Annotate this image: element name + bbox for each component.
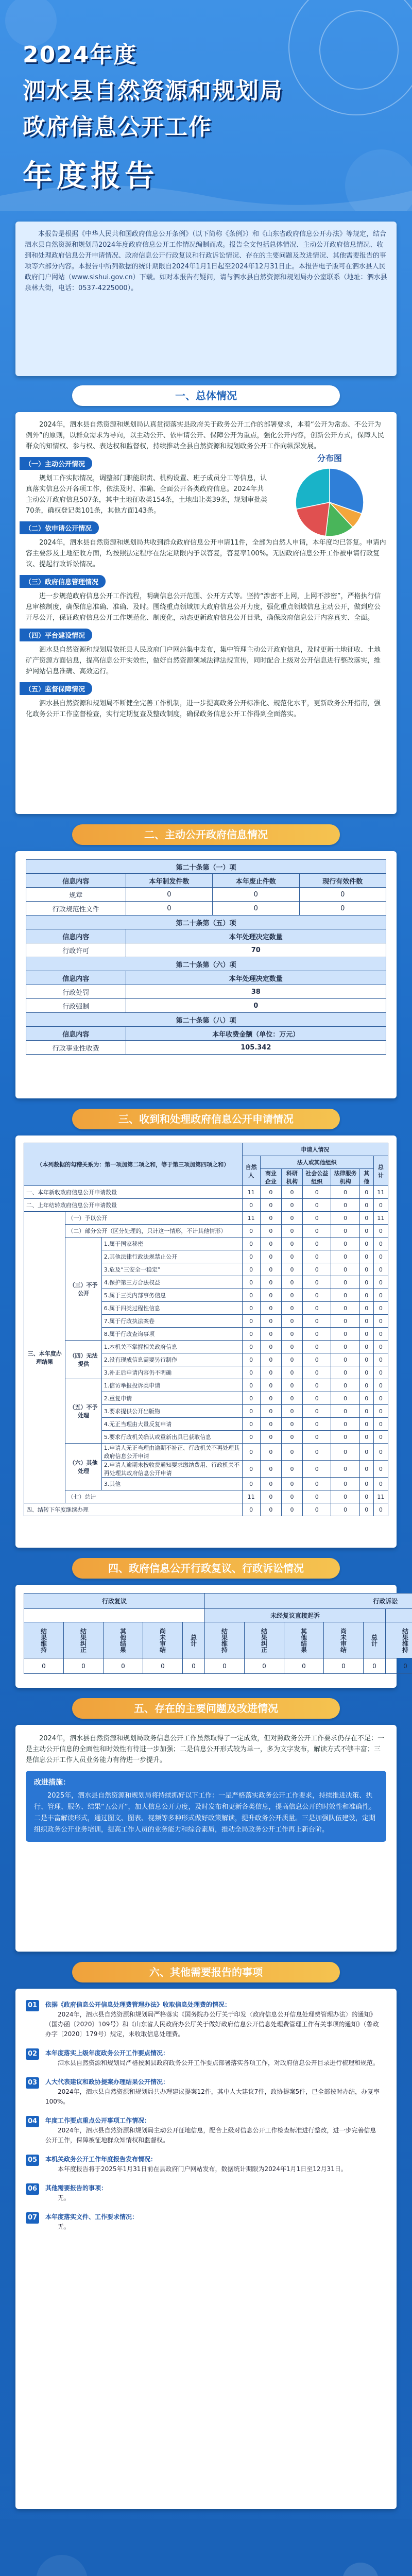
list-item (26, 2046, 386, 2070)
item-number: 01 (26, 2000, 39, 2011)
table-row: 3.其他 0 0 0 0 0 0 0 (24, 1478, 388, 1490)
item-text: 无。 (58, 2223, 71, 2230)
item-text: 泗水县自然资源和规划局严格按照县政府政务公开工作要点部署落实各项工作，对政府信息公开目录进行梳理和规范。 (58, 2059, 380, 2066)
active-disclosure-text: 规划工作实际情况，调整部门职能职责、机构设置、班子成员分工等信息，认真落实信息公开各项工作，依法及时、准确、全面公开各类政府信息。2024年共主动公开政府信息507条，其中土地征收类154条，土地出让类39条，规划审批类70条，确权登记类101条，其他方面143条。 (26, 474, 268, 515)
intro-box (15, 222, 397, 376)
item-text: 本年度报告将于2025年1月31日前在县政府门户网站发布，数据统计期限为2024年1月1日至12月31日。 (58, 2165, 347, 2173)
improvement-text: 2025年，泗水县自然资源和规划局将持续抓好以下工作：一是严格落实政务公开工作要求，持续推进决策、执行、管理、服务、结果“五公开”，加大信息公开力度，及时发布和更新各类信息，提高信息公开的时效性和准确性。二是丰富解读形式，通过图文、图表、视频等多种形式做好政策解读，提升政务公开质量。三是加强队伍建设，定期组织政务公开业务培训，提高工作人员的业务能力和综合素质，推动全局政务公开工作再上新台阶。 (34, 1792, 376, 1834)
table-row: 5.属于三类内部事务信息 0 0 0 0 0 0 0 (24, 1289, 388, 1302)
after-review-header (386, 1609, 412, 1622)
table-row: 2.没有现成信息需要另行制作 0 0 0 0 0 0 0 (24, 1353, 388, 1366)
table-row: （六）其他处理 1.申请人无正当理由逾期不补正、行政机关不再处理其政府信息公开申请 0 0 0 0 0 0 0 (24, 1444, 388, 1461)
legal-person-header: 法人或其他组织 (260, 1156, 373, 1169)
table-row: 4.保护第三方合法权益 0 0 0 0 0 0 0 (24, 1276, 388, 1289)
table-row: 3.要求提供公开出版物 0 0 0 0 0 0 0 (24, 1405, 388, 1418)
item-title: 人大代表建议和政协提案办理结果公开情况： (45, 2078, 169, 2086)
item-title: 其他需要报告的事项： (45, 2184, 108, 2192)
item-text: 2024年，泗水县自然资源和规划局主动公开征地信息，配合上级对信息公开工作检查标准进行整改，进一步完善信息公开工作，保障被征地群众知情权和监督权。 (45, 2127, 376, 2144)
pie-slice (296, 468, 330, 509)
supervision-text: 泗水县自然资源和规划局不断健全完善工作机制，进一步提高政务公开标准化、规范化水平，更新政务公开指南，强化政务公开工作监督检查，实行定期复查及整改制度，确保政务信息公开工作得到全面落实。 (26, 700, 381, 718)
hero-banner (0, 0, 412, 211)
pie-chart-title: 分布图 (317, 453, 342, 463)
title-year: 2024年度 (23, 42, 138, 68)
table-row: 7.属于行政执法案卷 0 0 0 0 0 0 0 (24, 1315, 388, 1328)
item-title: 依据《政府信息公开信息处理费管理办法》收取信息处理费的情况： (45, 2001, 231, 2008)
title-report: 年度报告 (23, 158, 159, 193)
table-row: 四、结转下年度继续办理 0 0 0 0 0 0 0 (24, 1503, 388, 1516)
total-header: 总计 (373, 1156, 388, 1186)
subsection-active-disclosure: （一）主动公开情况 (20, 457, 92, 470)
item-title: 年度工作要点重点公开事项工作情况： (45, 2117, 151, 2124)
table-row: 4.无正当理由大量反复申请 0 0 0 0 0 0 0 (24, 1418, 388, 1431)
info-management-text: 进一步规范政府信息公开工作流程，明确信息公开范围、公开方式等。坚持“涉密不上网，上网不涉密”，严格执行信息审核制度，确保信息准确、准确、及时。围绕重点领域加大政府信息公开力度，强化重点领域信息主动公开，做到应公开尽公开，保证政府信息公开工作规范化、制度化，动态更新政府信息公开目录，确保政府信息公开内容真实、全面。 (26, 592, 381, 622)
table-row: 二、上年结转政府信息公开申请数量 0 0 0 0 0 0 0 (24, 1199, 388, 1212)
item-number: 04 (26, 2116, 39, 2127)
col-header: 本年收费金额（单位：万元） (126, 1027, 386, 1041)
item-text: 2024年，泗水县自然资源和规划局严格落实《国务院办公厅关于印发〈政府信息公开信息处理费管理办法〉的通知》（国办函〔2020〕109号）和《山东省人民政府办公厅关于做好政府信息公开信息处理费管理工作有关事项的通知》（鲁政办字〔2020〕179号）规定，未收取信息处理费。 (45, 2011, 379, 2038)
subsection-platform: （四）平台建设情况 (20, 629, 92, 641)
col-header: 信息内容 (26, 1027, 126, 1041)
intro-text: 本报告是根据《中华人民共和国政府信息公开条例》（以下简称《条例》）和《山东省政府信息公开办法》等规定，结合泗水县自然资源和规划局2024年度政府信息公开工作情况编制而成。报告全文包括总体情况、主动公开政府信息情况、收到和处理政府信息公开申请情况、政府信息公开行政复议和行政诉讼情况、存在的主要问题及改进情况、其他需要报告的事项等六部分内容。本报告中所列数据的统计期限自2024年1月1日起至2024年12月31日止。本报告电子版可在泗水县人民政府门户网站（www.sishui.gov.cn）下载。如对本报告有疑问，请与泗水县自然资源和规划局办公室联系（地址：泗水县泉林大街，电话：0537-4225000）。 (25, 230, 387, 292)
table-corner-note: （本列数据的勾稽关系为：第一项加第二项之和，等于第三项加第四项之和） (24, 1143, 243, 1186)
section-1-card (15, 412, 397, 814)
item-number: 07 (26, 2212, 39, 2224)
table-row: 行政处罚 38 (26, 985, 386, 999)
table-row: 行政规范性文件 0 0 0 (26, 902, 386, 916)
improvement-box (26, 1771, 386, 1842)
table-row: 5.要求行政机关确认或重新出具已获取信息 0 0 0 0 0 0 0 (24, 1431, 388, 1444)
review-header: 行政复议 (24, 1594, 205, 1609)
item-text: 无。 (58, 2194, 71, 2201)
item-text: 2024年，泗水县自然资源和规划局共办理建议提案12件，其中人大建议7件，政协提案5件，已全部按时办结，办复率100%。 (45, 2088, 380, 2105)
section-5-title: 五、存在的主要问题及改进情况 (72, 1698, 340, 1719)
applicant-header: 申请人情况 (242, 1143, 388, 1156)
table-section-header: 第二十条第（六）项 (26, 957, 386, 971)
col-header: 本年废止件数 (213, 874, 299, 888)
list-item (26, 2210, 386, 2234)
table-row: 6.属于四类过程性信息 0 0 0 0 0 0 0 (24, 1302, 388, 1315)
platform-text: 泗水县自然资源和规划局依托县人民政府门户网站集中发布，集中管理主动公开政府信息，及时更新土地征收、土地矿产资源方面信息，提高信息公开实效性，做好自然资源领域法律法规宣传，同时配合上级对公开信息进行整改落实，维护网站信息准确、高效运行。 (26, 646, 381, 675)
table-row: 一、本年新收政府信息公开申请数量 11 0 0 0 0 0 11 (24, 1186, 388, 1199)
section-6-title: 六、其他需要报告的事项 (72, 1962, 340, 1982)
other-items-list (26, 1998, 386, 2234)
litigation-header: 行政诉讼 (205, 1594, 412, 1609)
active-disclosure-table (26, 859, 386, 1055)
list-item (26, 2153, 386, 2176)
section-3-title: 三、收到和处理政府信息公开申请情况 (72, 1109, 340, 1129)
section-4-card (15, 1585, 409, 1688)
distribution-pie-chart (273, 452, 386, 539)
table-row: 2.重复申请 0 0 0 0 0 0 0 (24, 1392, 388, 1405)
item-number: 05 (26, 2155, 39, 2166)
request-handling-table: （本列数据的勾稽关系为：第一项加第二项之和，等于第三项加第四项之和） 申请人情况 自然人 法人或其他组织 总计 商业企业 科研机构 社会公益组织 法律服务机构 其他 一、本年新收政府信息公开申请数量 11 0 0 0 0 0 11 二、上年结转政府信息公开申请数量 0 0 0 0 0 0 0 三、本年度办理结果 （一）予以公开 11 0 0 0 0 0 11 （二）部分公开（区分处理的，只计这一情形，不计其他情形） 0 0 0 0 0 0 0 （三）不予公开 1.属于国家秘密 0 0 0 0 0 0 0 2.其他法律行政法规禁止公开 0 0 0 0 0 0 0 3.危及“三安全一稳定” 0 0 0 0 0 0 0 4.保护第三方合法权益 0 0 0 0 0 0 0 5.属于三类内部事务信息 0 0 0 0 0 0 0 6.属于四类过程性信息 0 0 0 0 0 0 0 7.属于行政执法案卷 0 0 0 0 0 0 0 8.属于行政查询事项 0 0 0 0 0 0 0 （四）无法提供 1.本机关不掌握相关政府信息 0 0 0 0 0 0 0 2.没有现成信息需要另行制作 0 0 0 0 0 0 0 3.补正后申请内容仍不明确 0 0 0 0 0 0 0 （五）不予处理 1.信访举报投诉类申请 0 0 0 0 0 0 0 2.重复申请 0 0 0 0 0 0 0 3.要求提供公开出版物 0 0 0 0 0 0 0 4.无正当理由大量反复申请 0 0 0 0 0 0 0 5.要求行政机关确认或重新出具已获取信息 0 0 0 0 0 0 0 （六）其他处理 1.申请人无正当理由逾期不补正、行政机关不再处理其政府信息公开申请 0 0 0 0 0 0 0 2.申请人逾期未按收费通知要求缴纳费用、行政机关不再处理其政府信息公开申请 0 0 0 0 0 0 0 3.其他 0 0 0 0 0 0 0 （七）总计 11 0 0 0 0 0 11 四、结转下年度继续办理 0 0 0 0 0 0 0 (24, 1143, 388, 1516)
overall-paragraph: 2024年，泗水县自然资源和规划局认真贯彻落实县政府关于政务公开工作的部署要求，本着“公开为常态、不公开为例外”的原则，以群众需求为导向，以主动公开、依申请公开、保障公开为重点，强化公开内容，创新公开方式，保障人民群众的知情权、参与权、表达权和监督权，持续推动全县自然资源和规划政务公开工作向纵深发展。 (26, 421, 384, 450)
footer-illustration (0, 2519, 412, 2576)
section-1-title: 一、总体情况 (72, 385, 340, 406)
col-header: 信息内容 (26, 929, 126, 943)
subsection-supervision: （五）监督保障情况 (20, 682, 92, 695)
improvement-heading: 改进措施： (34, 1778, 70, 1787)
item-number: 02 (26, 2048, 39, 2060)
table-section-header: 第二十条第（八）项 (26, 1013, 386, 1027)
table-row: 行政强制 0 (26, 999, 386, 1013)
col-header: 现行有效件数 (299, 874, 386, 888)
report-title (23, 36, 393, 195)
list-item (26, 2181, 386, 2205)
table-row: 三、本年度办理结果 （一）予以公开 11 0 0 0 0 0 11 (24, 1212, 388, 1225)
table-row: 3.补正后申请内容仍不明确 0 0 0 0 0 0 0 (24, 1366, 388, 1379)
col-header: 本年处理决定数量 (126, 929, 386, 943)
table-row: 8.属于行政查询事项 0 0 0 0 0 0 0 (24, 1328, 388, 1341)
table-row: 2.申请人逾期未按收费通知要求缴纳费用、行政机关不再处理其政府信息公开申请 0 0 0 0 0 0 0 (24, 1461, 388, 1478)
col-header: 本年制发件数 (126, 874, 212, 888)
not-review-header: 未经复议直接起诉 (205, 1609, 386, 1622)
problems-text: 2024年，泗水县自然资源和规划局政务信息公开工作虽然取得了一定成效，但对照政务公开工作要求仍存在不足：一是主动公开信息的全面性和时效性有待进一步加强；二是信息公开形式较为单一，多为文字发布，解读方式不够丰富；三是信息公开工作人员业务能力有待进一步提升。 (26, 1735, 385, 1764)
item-title: 本机关政务公开工作年度报告发布情况： (45, 2156, 157, 2163)
item-number: 03 (26, 2077, 39, 2089)
list-item (26, 2114, 386, 2147)
table-row: 行政事业性收费 105.342 (26, 1041, 386, 1055)
list-item (26, 1998, 386, 2041)
table-row: 2.其他法律行政法规禁止公开 0 0 0 0 0 0 0 (24, 1250, 388, 1263)
item-title: 本年度落实文件、工作要求情况： (45, 2213, 139, 2221)
list-item (26, 2075, 386, 2109)
subsection-info-management: （三）政府信息管理情况 (20, 575, 106, 588)
table-section-header: 第二十条第（五）项 (26, 916, 386, 929)
table-row: （四）无法提供 1.本机关不掌握相关政府信息 0 0 0 0 0 0 0 (24, 1341, 388, 1353)
section-3-card (15, 1136, 397, 1548)
section-4-title: 四、政府信息公开行政复议、行政诉讼情况 (72, 1558, 340, 1579)
col-header: 信息内容 (26, 971, 126, 985)
col-header: 本年处理决定数量 (126, 971, 386, 985)
title-agency: 泗水县自然资源和规划局 (23, 78, 283, 104)
section-2-title: 二、主动公开政府信息情况 (72, 824, 340, 845)
table-row: 3.危及“三安全一稳定” 0 0 0 0 0 0 0 (24, 1263, 388, 1276)
section-2-card (15, 851, 397, 1098)
section-6-card (15, 1989, 397, 2509)
table-row: （五）不予处理 1.信访举报投诉类申请 0 0 0 0 0 0 0 (24, 1379, 388, 1392)
title-subject: 政府信息公开工作 (23, 114, 212, 140)
item-number: 06 (26, 2183, 39, 2195)
pie-svg (273, 464, 386, 541)
table-row: 规章 0 0 0 (26, 888, 386, 902)
table-row: 行政许可 70 (26, 943, 386, 957)
table-row: （三）不予公开 1.属于国家秘密 0 0 0 0 0 0 0 (24, 1238, 388, 1250)
item-title: 本年度落实上级年度政务公开工作要点情况： (45, 2049, 169, 2057)
table-row: （七）总计 11 0 0 0 0 0 11 (24, 1490, 388, 1503)
natural-person-header: 自然人 (242, 1156, 260, 1186)
section-5-card (15, 1725, 397, 1952)
review-litigation-table: 行政复议 行政诉讼 未经复议直接起诉 结果维持 结果纠正 其他结果 尚未审结 总计 结果维持 结果纠正 其他结果 尚未审结 总计 结果维持 0 0 0 0 0 0 0 0 0 0 0 (24, 1593, 412, 1674)
request-disclosure-text: 2024年，泗水县自然资源和规划局共收到群众政府信息公开申请11件，全部为自然人申请，本年度均已答复。申请内容主要涉及土地征收方面，均按照法定程序在法定期限内予以答复，答复率100%。无因政府信息公开工作被申请行政复议、提起行政诉讼情况。 (26, 539, 386, 568)
table-row: （二）部分公开（区分处理的，只计这一情形，不计其他情形） 0 0 0 0 0 0 0 (24, 1225, 388, 1238)
table-section-header: 第二十条第（一）项 (26, 860, 386, 874)
col-header: 信息内容 (26, 874, 126, 888)
subsection-request-disclosure: （二）依申请公开情况 (20, 521, 99, 534)
